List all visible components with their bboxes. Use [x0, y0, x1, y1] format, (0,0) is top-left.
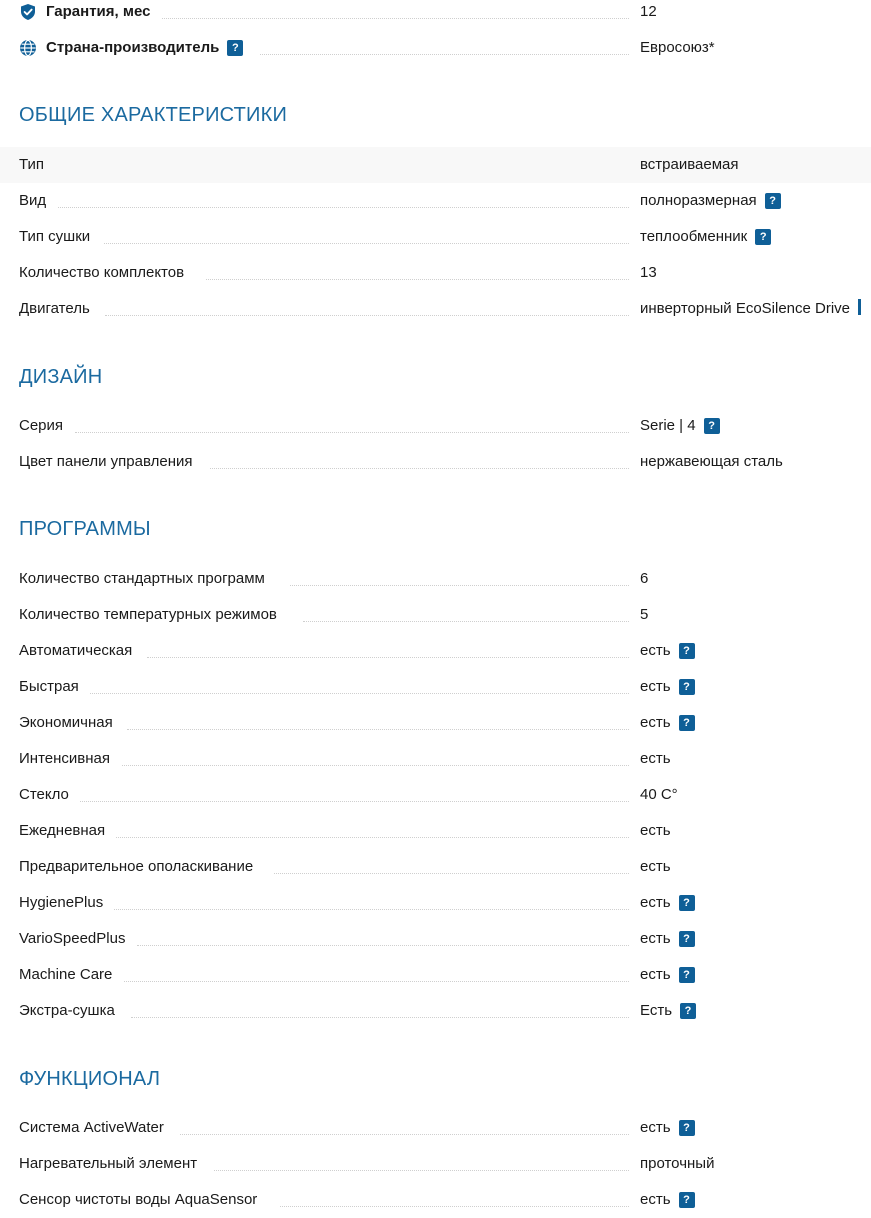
globe-icon — [19, 39, 37, 57]
spec-value: есть — [640, 750, 671, 767]
spec-row — [0, 957, 871, 993]
spec-value: нержавеющая сталь — [640, 453, 783, 470]
spec-value-text: есть — [640, 642, 671, 659]
spec-name: Количество температурных режимов — [19, 606, 277, 623]
spec-value: проточный — [640, 1155, 715, 1172]
spec-name: HygienePlus — [19, 894, 104, 911]
spec-value — [640, 885, 695, 921]
help-icon[interactable]: ? — [755, 229, 771, 245]
help-icon[interactable]: ? — [679, 679, 695, 695]
spec-value: 12 — [640, 3, 657, 20]
spec-row — [0, 1182, 871, 1218]
help-icon[interactable]: ? — [679, 931, 695, 947]
dotted-leader — [214, 1170, 629, 1171]
shield-check-icon — [19, 3, 37, 21]
spec-name: Экономичная — [19, 714, 113, 731]
dotted-leader — [290, 585, 629, 586]
help-icon[interactable]: ? — [679, 643, 695, 659]
help-icon[interactable]: ? — [680, 1003, 696, 1019]
spec-row — [0, 255, 871, 291]
spec-value-text: Serie | 4 — [640, 417, 696, 434]
spec-name: Цвет панели управления — [19, 453, 193, 470]
spec-row — [0, 885, 871, 921]
help-icon[interactable]: ? — [765, 193, 781, 209]
spec-name: Тип — [19, 156, 45, 173]
spec-row — [0, 993, 871, 1029]
spec-value: есть — [640, 822, 671, 839]
spec-row — [0, 1146, 871, 1182]
spec-name: Ежедневная — [19, 822, 106, 839]
spec-value: 13 — [640, 264, 657, 281]
help-icon[interactable]: ? — [679, 967, 695, 983]
spec-value — [640, 921, 695, 957]
dotted-leader — [274, 873, 629, 874]
spec-row — [0, 147, 871, 183]
spec-name: Нагревательный элемент — [19, 1155, 198, 1172]
spec-value — [640, 1182, 695, 1218]
help-icon[interactable]: ? — [679, 1192, 695, 1208]
spec-name: Тип сушки — [19, 228, 91, 245]
dotted-leader — [260, 54, 629, 55]
spec-name: Экстра-сушка — [19, 1002, 115, 1019]
spec-value-text: есть — [640, 1191, 671, 1208]
spec-value-text: полноразмерная — [640, 192, 757, 209]
spec-row — [0, 1110, 871, 1146]
spec-value: есть — [640, 858, 671, 875]
spec-value-text: есть — [640, 930, 671, 947]
spec-value — [640, 957, 695, 993]
dotted-leader — [114, 909, 629, 910]
dotted-leader — [303, 621, 629, 622]
spec-name: Предварительное ополаскивание — [19, 858, 254, 875]
dotted-leader — [180, 1134, 629, 1135]
dotted-leader — [124, 981, 629, 982]
spec-value-text: теплообменник — [640, 228, 748, 245]
spec-name: Количество комплектов — [19, 264, 185, 281]
spec-value — [640, 183, 781, 219]
spec-value: встраиваемая — [640, 156, 739, 173]
help-icon[interactable]: ? — [227, 40, 243, 56]
spec-value — [640, 291, 861, 327]
help-icon[interactable]: ? — [679, 1120, 695, 1136]
spec-row — [0, 633, 871, 669]
spec-row — [0, 849, 871, 885]
spec-value — [640, 219, 771, 255]
dotted-leader — [137, 945, 629, 946]
spec-row — [0, 561, 871, 597]
help-icon[interactable] — [858, 299, 861, 315]
dotted-leader — [104, 243, 629, 244]
spec-name: Интенсивная — [19, 750, 110, 767]
dotted-leader — [162, 18, 629, 19]
dotted-leader — [105, 315, 629, 316]
dotted-leader — [80, 801, 629, 802]
section-heading: ДИЗАЙН — [19, 366, 103, 388]
spec-value — [640, 669, 695, 705]
spec-value-text: есть — [640, 1119, 671, 1136]
spec-value — [640, 1110, 695, 1146]
section-heading: ПРОГРАММЫ — [19, 518, 151, 540]
help-icon[interactable]: ? — [704, 418, 720, 434]
spec-row-warranty — [0, 0, 871, 30]
spec-row — [0, 705, 871, 741]
spec-name: Система ActiveWater — [19, 1119, 164, 1136]
spec-name: Machine Care — [19, 966, 113, 983]
spec-value-text: Есть — [640, 1002, 673, 1019]
spec-value — [640, 408, 720, 444]
spec-row — [0, 777, 871, 813]
dotted-leader — [58, 207, 629, 208]
help-icon[interactable]: ? — [679, 715, 695, 731]
dotted-leader — [116, 837, 629, 838]
spec-name: Сенсор чистоты воды AquaSensor — [19, 1191, 258, 1208]
dotted-leader — [206, 279, 629, 280]
dotted-leader — [122, 765, 629, 766]
spec-row — [0, 597, 871, 633]
dotted-leader — [131, 1017, 629, 1018]
spec-value-text: есть — [640, 966, 671, 983]
spec-name-text: Страна-производитель — [46, 39, 220, 56]
spec-row — [0, 183, 871, 219]
dotted-leader — [127, 729, 629, 730]
spec-name: Автоматическая — [19, 642, 133, 659]
spec-row — [0, 921, 871, 957]
dotted-leader — [90, 693, 629, 694]
spec-value — [640, 633, 695, 669]
spec-value — [640, 993, 696, 1029]
spec-row — [0, 291, 871, 327]
section-heading: ФУНКЦИОНАЛ — [19, 1068, 161, 1090]
spec-row — [0, 669, 871, 705]
spec-row — [0, 408, 871, 444]
dotted-leader — [75, 432, 629, 433]
spec-name: Быстрая — [19, 678, 79, 695]
spec-value: 6 — [640, 570, 649, 587]
spec-value: 40 C° — [640, 786, 678, 803]
spec-name: Серия — [19, 417, 64, 434]
dotted-leader — [147, 657, 629, 658]
spec-name: Стекло — [19, 786, 69, 803]
spec-value — [640, 705, 695, 741]
spec-name: Вид — [19, 192, 47, 209]
spec-value: 5 — [640, 606, 649, 623]
dotted-leader — [210, 468, 629, 469]
spec-name: VarioSpeedPlus — [19, 930, 126, 947]
spec-row-country — [0, 30, 871, 66]
help-icon[interactable]: ? — [679, 895, 695, 911]
spec-row — [0, 444, 871, 480]
spec-name: Количество стандартных программ — [19, 570, 265, 587]
spec-name: Гарантия, мес — [46, 3, 151, 20]
section-heading: ОБЩИЕ ХАРАКТЕРИСТИКИ — [19, 104, 288, 126]
spec-value-text: инверторный EcoSilence Drive — [640, 300, 851, 317]
spec-value-text: есть — [640, 678, 671, 695]
spec-value-text: есть — [640, 714, 671, 731]
spec-row — [0, 219, 871, 255]
spec-value-text: есть — [640, 894, 671, 911]
spec-row — [0, 741, 871, 777]
spec-value: Евросоюз* — [640, 39, 715, 56]
spec-name: Двигатель — [19, 300, 90, 317]
spec-row — [0, 813, 871, 849]
spec-name — [46, 30, 243, 66]
dotted-leader — [280, 1206, 629, 1207]
